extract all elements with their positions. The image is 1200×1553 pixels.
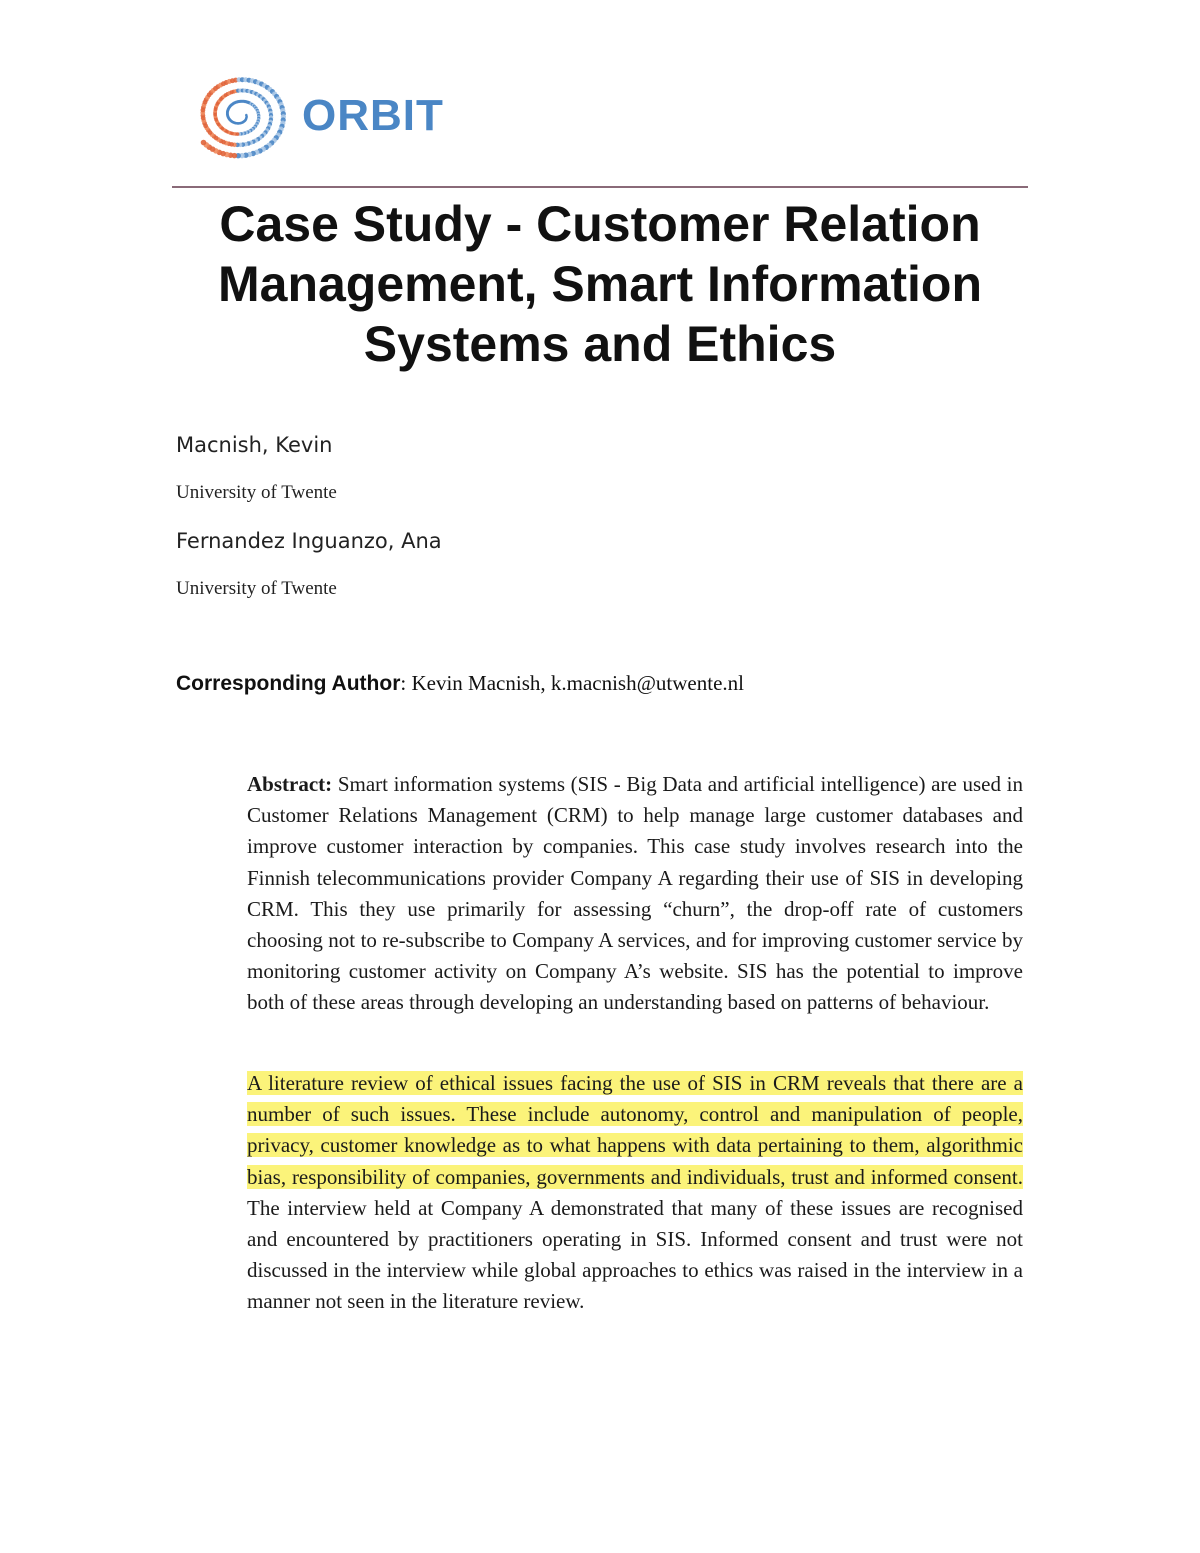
- author-affiliation-1: University of Twente: [176, 482, 337, 503]
- orbit-logo: [188, 68, 458, 164]
- corresponding-author-label: Corresponding Author: [176, 672, 401, 695]
- corresponding-author-colon: :: [400, 671, 407, 695]
- corresponding-author-value: Kevin Macnish, k.macnish@utwente.nl: [406, 671, 744, 695]
- abstract-paragraph-1: [247, 769, 1023, 1019]
- spiral-dot: [201, 140, 207, 146]
- logo-wordmark: ORBIT: [302, 91, 444, 140]
- author-name-1: Macnish, Kevin: [176, 433, 333, 457]
- author-affiliation-2: University of Twente: [176, 578, 337, 599]
- abstract-paragraph-2: [247, 1068, 1023, 1318]
- spiral-dots-icon: [188, 68, 300, 164]
- author-name-2: Fernandez Inguanzo, Ana: [176, 529, 442, 553]
- corresponding-author: [176, 670, 744, 697]
- title-rule: [172, 186, 1028, 188]
- abstract-text-1: Smart information systems (SIS - Big Data and artificial intelligence) are used in Customer Relations Management (CRM) to help manage large customer databases and improve customer interaction by companies. This case study involves research into the Finnish telecommunications provider Company A regarding their use of SIS in developing CRM. This they use primarily for assessing “churn”, the drop-off rate of customers choosing not to re-subscribe to Company A services, and for improving customer service by monitoring customer activity on Company A’s website. SIS has the potential to improve both of these areas through developing an understanding based on patterns of behaviour.: [247, 772, 1023, 1015]
- highlighted-text: A literature review of ethical issues facing the use of SIS in CRM reveals that there are a number of such issues. These include autonomy, control and manipulation of people, privacy, customer knowledge as to what happens with data pertaining to them, algorithmic bias, responsibility of companies, governments and individuals, trust and informed consent.: [247, 1071, 1023, 1189]
- abstract-text-2: The interview held at Company A demonstrated that many of these issues are recognised and encountered by practitioners operating in SIS. Informed consent and trust were not discussed in the interview while global approaches to ethics was raised in the interview in a manner not seen in the literature review.: [247, 1195, 1023, 1314]
- abstract-label: Abstract:: [247, 772, 333, 796]
- paper-title: Case Study - Customer Relation Management, Smart Information Systems and Ethics: [218, 196, 982, 372]
